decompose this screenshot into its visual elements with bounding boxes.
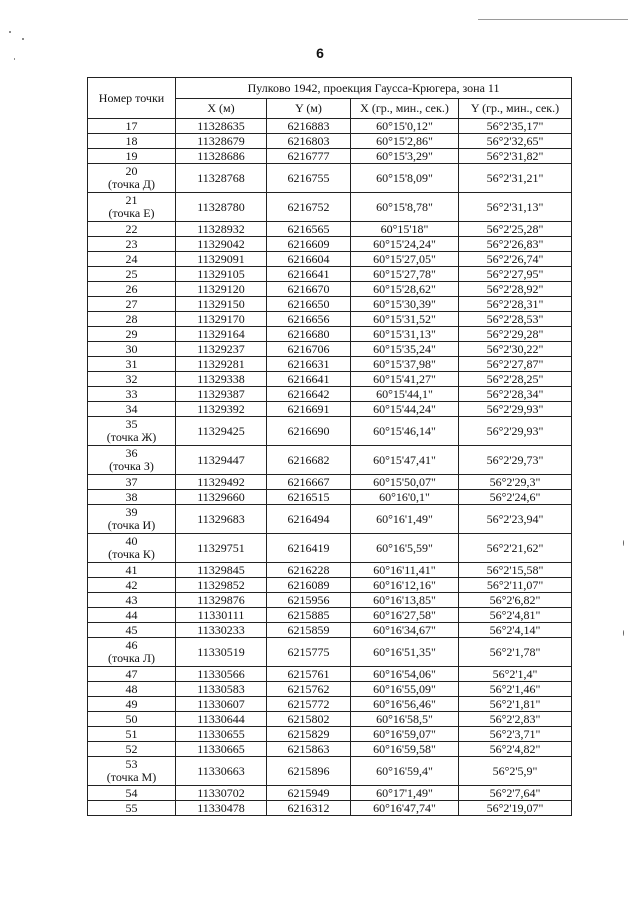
point-number: 41 [125, 562, 138, 577]
point-number-cell [88, 164, 176, 193]
table-row [88, 417, 572, 446]
cell-y-dms: 56°2'4,82" [459, 742, 572, 757]
point-label: (точка И) [107, 518, 156, 532]
cell-y-dms: 56°2'1,46" [459, 682, 572, 697]
point-number: 53 [125, 757, 138, 771]
point-number: 18 [125, 133, 138, 148]
cell-y-m: 6216609 [267, 237, 351, 252]
cell-y-m: 6215949 [267, 786, 351, 801]
table-row [88, 193, 572, 222]
cell-x-dms: 60°16'59,4" [351, 757, 459, 786]
table-row [88, 757, 572, 786]
cell-y-m: 6216650 [267, 297, 351, 312]
point-number: 55 [125, 800, 138, 815]
cell-y-m: 6216755 [267, 164, 351, 193]
cell-y-dms: 56°2'29,28" [459, 327, 572, 342]
cell-y-dms: 56°2'32,65" [459, 134, 572, 149]
cell-y-m: 6216631 [267, 357, 351, 372]
cell-x-m: 11330644 [176, 712, 267, 727]
table-row [88, 578, 572, 593]
point-number: 46 [125, 638, 138, 652]
cell-x-dms: 60°16'1,49" [351, 505, 459, 534]
point-number-cell [88, 372, 176, 387]
cell-y-dms: 56°2'4,14" [459, 623, 572, 638]
table-row [88, 801, 572, 816]
cell-y-m: 6216641 [267, 267, 351, 282]
cell-y-dms: 56°2'27,87" [459, 357, 572, 372]
point-number-cell [88, 134, 176, 149]
table-row [88, 119, 572, 134]
point-number: 31 [125, 356, 138, 371]
point-number: 39 [125, 505, 138, 519]
point-number: 30 [125, 341, 138, 356]
point-number: 44 [125, 607, 138, 622]
cell-x-dms: 60°15'0,12" [351, 119, 459, 134]
cell-y-m: 6216089 [267, 578, 351, 593]
cell-x-dms: 60°16'59,07" [351, 727, 459, 742]
cell-y-dms: 56°2'35,17" [459, 119, 572, 134]
cell-x-m: 11330655 [176, 727, 267, 742]
cell-x-dms: 60°16'59,58" [351, 742, 459, 757]
cell-x-dms: 60°16'56,46" [351, 697, 459, 712]
cell-x-dms: 60°15'8,09" [351, 164, 459, 193]
point-number-cell [88, 282, 176, 297]
cell-y-m: 6216682 [267, 446, 351, 475]
cell-y-dms: 56°2'31,21" [459, 164, 572, 193]
cell-y-dms: 56°2'29,93" [459, 402, 572, 417]
cell-x-dms: 60°15'44,1" [351, 387, 459, 402]
cell-x-m: 11330519 [176, 638, 267, 667]
cell-y-dms: 56°2'1,4" [459, 667, 572, 682]
scan-speck [22, 38, 24, 40]
cell-x-dms: 60°15'46,14" [351, 417, 459, 446]
cell-x-m: 11329170 [176, 312, 267, 327]
point-number: 43 [125, 592, 138, 607]
cell-x-m: 11329660 [176, 490, 267, 505]
cell-y-dms: 56°2'31,13" [459, 193, 572, 222]
table-row [88, 786, 572, 801]
cell-x-m: 11328768 [176, 164, 267, 193]
cell-y-m: 6216312 [267, 801, 351, 816]
cell-y-dms: 56°2'1,78" [459, 638, 572, 667]
point-number: 42 [125, 577, 138, 592]
scan-speck [623, 630, 624, 636]
cell-y-dms: 56°2'23,94" [459, 505, 572, 534]
point-number: 45 [125, 622, 138, 637]
cell-x-m: 11330111 [176, 608, 267, 623]
cell-y-dms: 56°2'29,73" [459, 446, 572, 475]
cell-y-m: 6216691 [267, 402, 351, 417]
point-number: 24 [125, 251, 138, 266]
cell-y-dms: 56°2'31,82" [459, 149, 572, 164]
cell-y-m: 6215885 [267, 608, 351, 623]
point-number-header: Номер точки [88, 78, 176, 119]
point-label: (точка Ж) [106, 430, 157, 444]
point-number: 36 [125, 446, 138, 460]
table-row [88, 608, 572, 623]
table-row [88, 237, 572, 252]
table-row [88, 134, 572, 149]
cell-y-dms: 56°2'25,28" [459, 222, 572, 237]
cell-y-dms: 56°2'30,22" [459, 342, 572, 357]
point-number-cell [88, 578, 176, 593]
point-number-cell [88, 193, 176, 222]
table-row [88, 742, 572, 757]
cell-y-m: 6215859 [267, 623, 351, 638]
cell-y-m: 6216515 [267, 490, 351, 505]
scan-speck [9, 31, 11, 33]
table-row [88, 164, 572, 193]
point-number: 33 [125, 386, 138, 401]
cell-x-m: 11329164 [176, 327, 267, 342]
cell-x-dms: 60°16'47,74" [351, 801, 459, 816]
cell-y-m: 6215829 [267, 727, 351, 742]
table-row [88, 638, 572, 667]
cell-y-dms: 56°2'11,07" [459, 578, 572, 593]
cell-x-dms: 60°15'3,29" [351, 149, 459, 164]
point-label: (точка Е) [108, 206, 155, 220]
cell-x-m: 11328635 [176, 119, 267, 134]
cell-x-m: 11328780 [176, 193, 267, 222]
table-row [88, 282, 572, 297]
point-number: 34 [125, 401, 138, 416]
point-number: 37 [125, 474, 138, 489]
point-number-cell [88, 387, 176, 402]
cell-y-m: 6215863 [267, 742, 351, 757]
table-row [88, 222, 572, 237]
cell-x-dms: 60°15'27,05" [351, 252, 459, 267]
point-number-cell [88, 237, 176, 252]
table-row [88, 402, 572, 417]
cell-x-m: 11329120 [176, 282, 267, 297]
cell-x-dms: 60°15'28,62" [351, 282, 459, 297]
point-number: 38 [125, 489, 138, 504]
point-number-cell [88, 638, 176, 667]
point-number-cell [88, 712, 176, 727]
point-label: (точка М) [106, 770, 157, 784]
cell-y-dms: 56°2'28,92" [459, 282, 572, 297]
cell-y-dms: 56°2'26,74" [459, 252, 572, 267]
point-number-cell [88, 608, 176, 623]
table-body [88, 119, 572, 816]
cell-y-m: 6215956 [267, 593, 351, 608]
cell-y-m: 6216641 [267, 372, 351, 387]
cell-x-m: 11329845 [176, 563, 267, 578]
cell-x-m: 11328932 [176, 222, 267, 237]
cell-y-dms: 56°2'6,82" [459, 593, 572, 608]
point-number-cell [88, 475, 176, 490]
column-header-y-dms: Y (гр., мин., сек.) [459, 99, 572, 119]
column-header-x-dms: X (гр., мин., сек.) [351, 99, 459, 119]
point-number: 49 [125, 696, 138, 711]
cell-x-m: 11329387 [176, 387, 267, 402]
cell-x-dms: 60°15'37,98" [351, 357, 459, 372]
scan-speck [623, 540, 624, 546]
cell-y-m: 6216680 [267, 327, 351, 342]
table-row [88, 387, 572, 402]
table-row [88, 149, 572, 164]
point-number-cell [88, 252, 176, 267]
table-row [88, 297, 572, 312]
table-row [88, 252, 572, 267]
point-number-cell [88, 697, 176, 712]
cell-y-dms: 56°2'28,34" [459, 387, 572, 402]
point-number: 19 [125, 148, 138, 163]
point-number: 17 [125, 118, 138, 133]
cell-y-m: 6216777 [267, 149, 351, 164]
cell-y-m: 6216494 [267, 505, 351, 534]
projection-group-header: Пулково 1942, проекция Гаусса-Крюгера, зона 11 [176, 78, 572, 99]
table-row [88, 475, 572, 490]
cell-y-dms: 56°2'21,62" [459, 534, 572, 563]
scan-edge-line [478, 19, 628, 20]
table-row [88, 593, 572, 608]
point-number-cell [88, 801, 176, 816]
cell-y-dms: 56°2'27,95" [459, 267, 572, 282]
point-number-cell [88, 742, 176, 757]
cell-y-dms: 56°2'15,58" [459, 563, 572, 578]
cell-x-dms: 60°15'31,52" [351, 312, 459, 327]
point-number: 32 [125, 371, 138, 386]
table-row [88, 312, 572, 327]
table-row [88, 727, 572, 742]
cell-x-dms: 60°15'44,24" [351, 402, 459, 417]
cell-x-dms: 60°16'27,58" [351, 608, 459, 623]
table-row [88, 682, 572, 697]
point-number-cell [88, 119, 176, 134]
table-row [88, 357, 572, 372]
point-label: (точка Л) [108, 651, 155, 665]
point-number: 25 [125, 266, 138, 281]
cell-x-m: 11329852 [176, 578, 267, 593]
point-number-cell [88, 342, 176, 357]
cell-x-dms: 60°16'54,06" [351, 667, 459, 682]
cell-y-dms: 56°2'19,07" [459, 801, 572, 816]
cell-y-m: 6215896 [267, 757, 351, 786]
point-number: 20 [125, 164, 138, 178]
cell-x-dms: 60°16'5,59" [351, 534, 459, 563]
cell-y-m: 6216667 [267, 475, 351, 490]
table-row [88, 267, 572, 282]
cell-x-dms: 60°15'27,78" [351, 267, 459, 282]
cell-x-dms: 60°15'47,41" [351, 446, 459, 475]
cell-x-m: 11330566 [176, 667, 267, 682]
cell-x-dms: 60°15'24,24" [351, 237, 459, 252]
table-row [88, 446, 572, 475]
cell-x-m: 11330702 [176, 786, 267, 801]
cell-y-dms: 56°2'29,93" [459, 417, 572, 446]
table-row [88, 697, 572, 712]
page-number: 6 [316, 45, 324, 61]
point-number: 26 [125, 281, 138, 296]
point-number: 51 [125, 726, 138, 741]
cell-y-m: 6216565 [267, 222, 351, 237]
point-number-cell [88, 417, 176, 446]
cell-y-m: 6216604 [267, 252, 351, 267]
point-number-cell [88, 490, 176, 505]
cell-y-dms: 56°2'5,9" [459, 757, 572, 786]
cell-x-dms: 60°16'13,85" [351, 593, 459, 608]
cell-y-dms: 56°2'28,25" [459, 372, 572, 387]
cell-y-dms: 56°2'7,64" [459, 786, 572, 801]
coordinates-table [87, 77, 572, 816]
cell-y-m: 6216883 [267, 119, 351, 134]
point-number-cell [88, 682, 176, 697]
cell-x-dms: 60°15'31,13" [351, 327, 459, 342]
cell-x-dms: 60°16'55,09" [351, 682, 459, 697]
point-number: 54 [125, 785, 138, 800]
cell-x-m: 11329105 [176, 267, 267, 282]
point-label: (точка К) [108, 547, 155, 561]
point-number: 47 [125, 666, 138, 681]
cell-y-m: 6216642 [267, 387, 351, 402]
cell-x-dms: 60°16'11,41" [351, 563, 459, 578]
cell-x-m: 11329683 [176, 505, 267, 534]
cell-y-m: 6216690 [267, 417, 351, 446]
cell-x-dms: 60°16'58,5" [351, 712, 459, 727]
table-row [88, 342, 572, 357]
cell-y-m: 6216803 [267, 134, 351, 149]
cell-y-dms: 56°2'4,81" [459, 608, 572, 623]
point-number: 27 [125, 296, 138, 311]
point-number: 21 [125, 193, 138, 207]
cell-x-dms: 60°17'1,49" [351, 786, 459, 801]
point-number-cell [88, 757, 176, 786]
table-row [88, 712, 572, 727]
point-number-cell [88, 446, 176, 475]
cell-x-m: 11329150 [176, 297, 267, 312]
point-number-cell [88, 786, 176, 801]
cell-x-dms: 60°15'50,07" [351, 475, 459, 490]
cell-x-dms: 60°16'51,35" [351, 638, 459, 667]
point-number-cell [88, 623, 176, 638]
cell-x-dms: 60°15'41,27" [351, 372, 459, 387]
cell-x-m: 11329237 [176, 342, 267, 357]
cell-x-m: 11330607 [176, 697, 267, 712]
table-row [88, 372, 572, 387]
point-number: 22 [125, 221, 138, 236]
point-number-cell [88, 267, 176, 282]
table-row [88, 534, 572, 563]
cell-y-dms: 56°2'2,83" [459, 712, 572, 727]
cell-x-dms: 60°16'12,16" [351, 578, 459, 593]
point-number-cell [88, 149, 176, 164]
cell-y-dms: 56°2'3,71" [459, 727, 572, 742]
cell-y-dms: 56°2'28,31" [459, 297, 572, 312]
cell-y-dms: 56°2'1,81" [459, 697, 572, 712]
cell-x-m: 11330663 [176, 757, 267, 786]
cell-y-m: 6215802 [267, 712, 351, 727]
point-number: 35 [125, 417, 138, 431]
cell-y-dms: 56°2'28,53" [459, 312, 572, 327]
point-number: 23 [125, 236, 138, 251]
cell-y-m: 6216706 [267, 342, 351, 357]
cell-x-m: 11329751 [176, 534, 267, 563]
cell-x-m: 11330665 [176, 742, 267, 757]
cell-y-m: 6216670 [267, 282, 351, 297]
point-number: 52 [125, 741, 138, 756]
column-header-y-m: Y (м) [267, 99, 351, 119]
cell-y-m: 6215761 [267, 667, 351, 682]
point-number: 29 [125, 326, 138, 341]
point-number-cell [88, 327, 176, 342]
cell-x-m: 11330583 [176, 682, 267, 697]
cell-x-m: 11328679 [176, 134, 267, 149]
cell-x-m: 11329091 [176, 252, 267, 267]
cell-y-dms: 56°2'26,83" [459, 237, 572, 252]
cell-y-m: 6216419 [267, 534, 351, 563]
point-label: (точка Д) [108, 177, 155, 191]
cell-x-dms: 60°15'8,78" [351, 193, 459, 222]
point-number-cell [88, 312, 176, 327]
cell-x-m: 11329425 [176, 417, 267, 446]
table-row [88, 327, 572, 342]
cell-y-m: 6216228 [267, 563, 351, 578]
cell-x-m: 11330233 [176, 623, 267, 638]
point-number: 28 [125, 311, 138, 326]
point-number: 40 [125, 534, 138, 548]
table-row [88, 505, 572, 534]
cell-y-dms: 56°2'24,6" [459, 490, 572, 505]
cell-y-m: 6215762 [267, 682, 351, 697]
cell-x-m: 11329392 [176, 402, 267, 417]
cell-x-dms: 60°16'34,67" [351, 623, 459, 638]
point-label: (точка З) [109, 459, 154, 473]
cell-y-m: 6215772 [267, 697, 351, 712]
point-number-cell [88, 593, 176, 608]
point-number-cell [88, 402, 176, 417]
cell-x-m: 11329338 [176, 372, 267, 387]
cell-x-dms: 60°15'35,24" [351, 342, 459, 357]
cell-x-m: 11329042 [176, 237, 267, 252]
point-number-cell [88, 357, 176, 372]
point-number-cell [88, 297, 176, 312]
cell-x-m: 11329447 [176, 446, 267, 475]
table-row [88, 490, 572, 505]
cell-x-dms: 60°15'30,39" [351, 297, 459, 312]
point-number: 50 [125, 711, 138, 726]
point-number-cell [88, 222, 176, 237]
point-number-cell [88, 727, 176, 742]
point-number: 48 [125, 681, 138, 696]
point-number-cell [88, 505, 176, 534]
table-row [88, 563, 572, 578]
cell-x-dms: 60°15'18" [351, 222, 459, 237]
table-row [88, 623, 572, 638]
cell-y-m: 6216752 [267, 193, 351, 222]
cell-x-m: 11329281 [176, 357, 267, 372]
cell-y-m: 6216656 [267, 312, 351, 327]
cell-x-m: 11328686 [176, 149, 267, 164]
point-number-cell [88, 667, 176, 682]
point-number-cell [88, 534, 176, 563]
cell-y-m: 6215775 [267, 638, 351, 667]
table-row [88, 667, 572, 682]
cell-x-dms: 60°16'0,1" [351, 490, 459, 505]
cell-x-m: 11329492 [176, 475, 267, 490]
cell-x-m: 11329876 [176, 593, 267, 608]
point-number-cell [88, 563, 176, 578]
cell-x-dms: 60°15'2,86" [351, 134, 459, 149]
cell-x-m: 11330478 [176, 801, 267, 816]
column-header-x-m: X (м) [176, 99, 267, 119]
cell-y-dms: 56°2'29,3" [459, 475, 572, 490]
